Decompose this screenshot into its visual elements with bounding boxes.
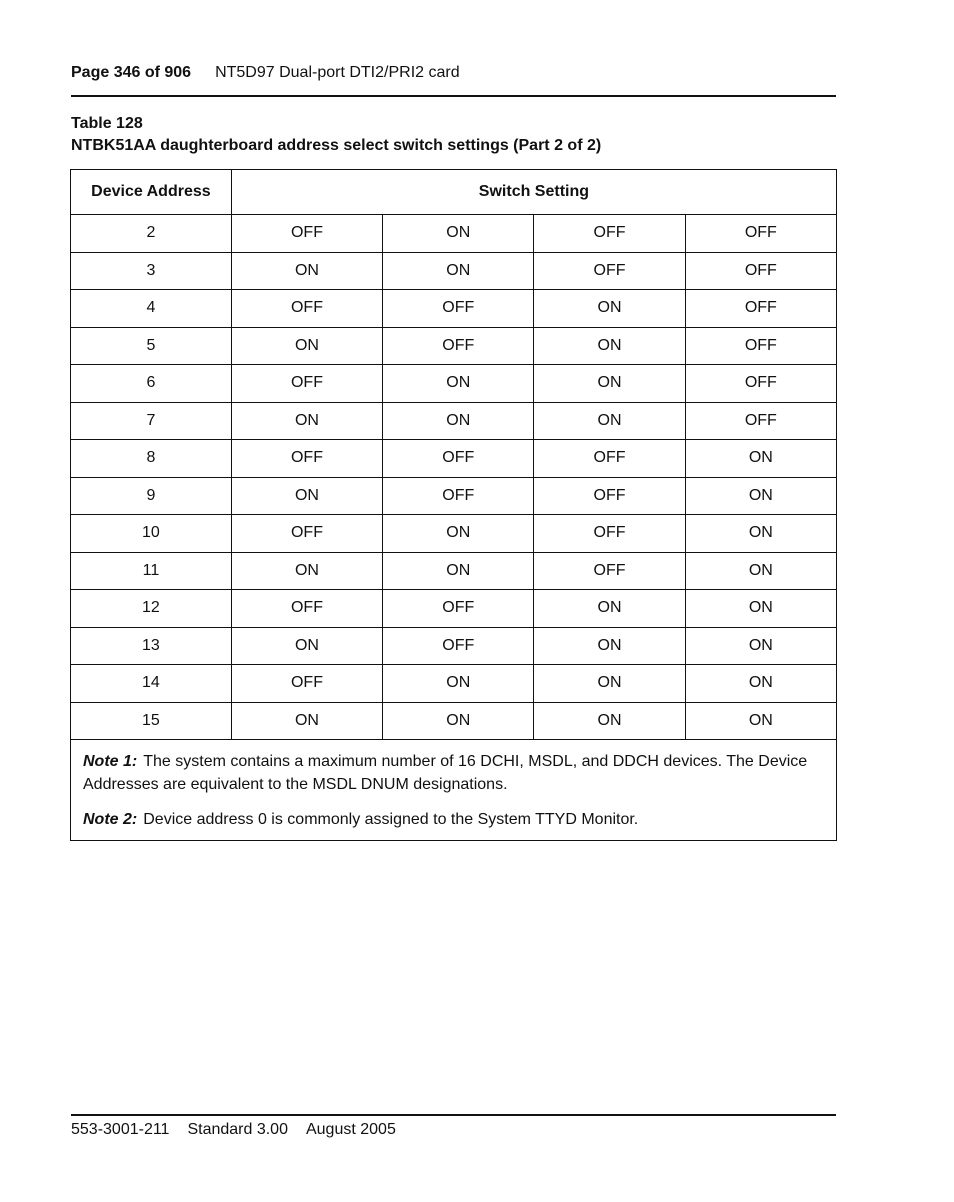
device-address-cell: 13	[71, 627, 232, 665]
switch-3-cell: OFF	[534, 552, 685, 590]
switch-3-cell: ON	[534, 290, 685, 328]
page-header	[71, 64, 836, 97]
switch-2-cell: ON	[383, 665, 534, 703]
switch-3-cell: OFF	[534, 440, 685, 478]
table-row	[71, 590, 837, 628]
table-caption	[71, 113, 836, 157]
switch-3-cell: ON	[534, 627, 685, 665]
device-address-cell: 15	[71, 702, 232, 740]
table-row	[71, 365, 837, 403]
device-address-cell: 6	[71, 365, 232, 403]
switch-1-cell: OFF	[231, 590, 382, 628]
table-row	[71, 627, 837, 665]
switch-3-cell: ON	[534, 702, 685, 740]
switch-2-cell: ON	[383, 215, 534, 253]
switch-2-cell: ON	[383, 702, 534, 740]
document-number: 553-3001-211	[71, 1121, 170, 1138]
switch-1-cell: ON	[231, 402, 382, 440]
note-2	[83, 808, 824, 831]
switch-3-cell: ON	[534, 402, 685, 440]
switch-2-cell: ON	[383, 552, 534, 590]
table-row	[71, 665, 837, 703]
table-row	[71, 702, 837, 740]
device-address-cell: 11	[71, 552, 232, 590]
device-address-cell: 9	[71, 477, 232, 515]
note-2-label: Note 2:	[83, 811, 138, 828]
switch-4-cell: ON	[685, 590, 836, 628]
switch-2-cell: OFF	[383, 477, 534, 515]
switch-4-cell: OFF	[685, 290, 836, 328]
switch-1-cell: ON	[231, 702, 382, 740]
table-row	[71, 477, 837, 515]
table-row	[71, 215, 837, 253]
switch-3-cell: ON	[534, 327, 685, 365]
switch-4-cell: OFF	[685, 252, 836, 290]
switch-3-cell: ON	[534, 665, 685, 703]
switch-4-cell: OFF	[685, 402, 836, 440]
table-row	[71, 252, 837, 290]
device-address-cell: 8	[71, 440, 232, 478]
device-address-cell: 5	[71, 327, 232, 365]
switch-1-cell: OFF	[231, 365, 382, 403]
switch-1-cell: ON	[231, 477, 382, 515]
notes-row	[71, 740, 837, 841]
switch-1-cell: OFF	[231, 515, 382, 553]
switch-4-cell: OFF	[685, 327, 836, 365]
switch-settings-table	[70, 169, 837, 841]
device-address-cell: 2	[71, 215, 232, 253]
switch-3-cell: OFF	[534, 252, 685, 290]
device-address-header: Device Address	[71, 170, 232, 215]
switch-3-cell: ON	[534, 365, 685, 403]
switch-2-cell: OFF	[383, 440, 534, 478]
switch-2-cell: ON	[383, 402, 534, 440]
switch-3-cell: OFF	[534, 477, 685, 515]
switch-setting-header: Switch Setting	[231, 170, 836, 215]
document-title: NT5D97 Dual-port DTI2/PRI2 card	[215, 64, 460, 81]
switch-1-cell: OFF	[231, 440, 382, 478]
table-row	[71, 290, 837, 328]
switch-3-cell: OFF	[534, 215, 685, 253]
switch-2-cell: OFF	[383, 627, 534, 665]
switch-2-cell: ON	[383, 365, 534, 403]
switch-4-cell: ON	[685, 552, 836, 590]
device-address-cell: 10	[71, 515, 232, 553]
switch-1-cell: ON	[231, 627, 382, 665]
switch-4-cell: ON	[685, 440, 836, 478]
note-1	[83, 750, 824, 796]
switch-2-cell: ON	[383, 252, 534, 290]
table-title: NTBK51AA daughterboard address select switch settings (Part 2 of 2)	[71, 137, 602, 154]
table-row	[71, 552, 837, 590]
table-notes	[71, 740, 837, 841]
publication-date: August 2005	[305, 1121, 396, 1138]
switch-1-cell: OFF	[231, 290, 382, 328]
switch-1-cell: ON	[231, 552, 382, 590]
switch-1-cell: ON	[231, 327, 382, 365]
note-2-text: Device address 0 is commonly assigned to the System TTYD Monitor.	[143, 811, 639, 828]
switch-2-cell: ON	[383, 515, 534, 553]
switch-4-cell: ON	[685, 477, 836, 515]
switch-3-cell: ON	[534, 590, 685, 628]
table-header-row	[71, 170, 837, 215]
switch-4-cell: ON	[685, 665, 836, 703]
switch-1-cell: OFF	[231, 665, 382, 703]
switch-4-cell: ON	[685, 627, 836, 665]
switch-1-cell: OFF	[231, 215, 382, 253]
table-row	[71, 440, 837, 478]
switch-3-cell: OFF	[534, 515, 685, 553]
standard-version: Standard 3.00	[187, 1121, 288, 1138]
device-address-cell: 7	[71, 402, 232, 440]
table-row	[71, 327, 837, 365]
switch-4-cell: OFF	[685, 365, 836, 403]
device-address-cell: 14	[71, 665, 232, 703]
switch-2-cell: OFF	[383, 590, 534, 628]
page-footer	[71, 1114, 836, 1139]
switch-4-cell: ON	[685, 702, 836, 740]
switch-2-cell: OFF	[383, 290, 534, 328]
device-address-cell: 3	[71, 252, 232, 290]
device-address-cell: 4	[71, 290, 232, 328]
table-row	[71, 402, 837, 440]
device-address-cell: 12	[71, 590, 232, 628]
switch-1-cell: ON	[231, 252, 382, 290]
note-1-label: Note 1:	[83, 753, 138, 770]
note-1-text: The system contains a maximum number of 16 DCHI, MSDL, and DDCH devices. The Device Addresses are equivalent to the MSDL DNUM designations.	[83, 753, 808, 793]
switch-4-cell: ON	[685, 515, 836, 553]
table-row	[71, 515, 837, 553]
switch-4-cell: OFF	[685, 215, 836, 253]
switch-2-cell: OFF	[383, 327, 534, 365]
table-number: Table 128	[71, 115, 143, 132]
page-number: Page 346 of 906	[71, 64, 192, 81]
table-body	[71, 215, 837, 740]
